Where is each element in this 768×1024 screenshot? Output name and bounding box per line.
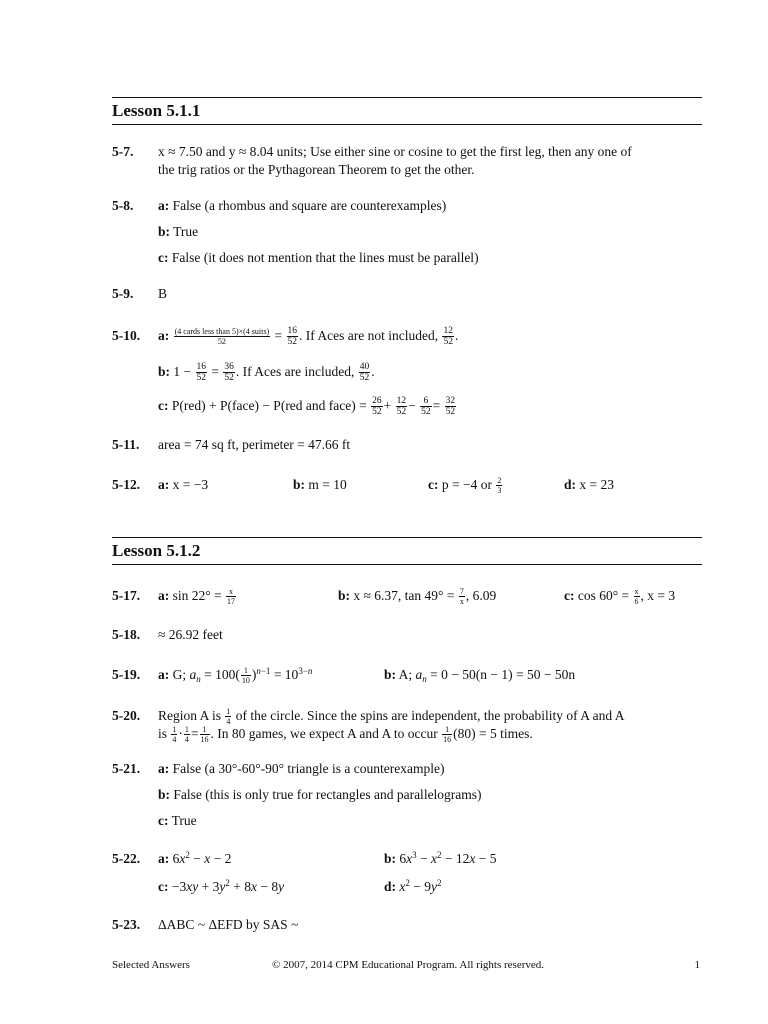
- answer: B: [158, 286, 168, 301]
- fraction: $\frac{x}{17}$: [227, 587, 236, 607]
- part-a: a: sin 22° = $\frac{x}{17}$: [158, 587, 236, 607]
- fraction: $\frac{1}{4}$: [172, 725, 177, 745]
- fraction: $\frac{1}{16}$: [443, 725, 452, 745]
- problem-number: 5-11.: [112, 437, 140, 452]
- fraction: $\frac{1}{4}$: [184, 725, 189, 745]
- part-d: d: $x^2 - 9y^2$: [384, 878, 442, 894]
- lesson-heading-5-1-1: [112, 97, 702, 125]
- fraction: $\frac{40}{52}$: [359, 362, 370, 384]
- lesson-title: Lesson 5.1.1: [112, 101, 201, 120]
- answer: area = 74 sq ft, perimeter = 47.66 ft: [158, 437, 351, 452]
- fraction: $\frac{\text{(4 cards less than 5)×(4 suits)}}{52}$: [174, 327, 270, 347]
- fraction: $\frac{16}{52}$: [287, 326, 297, 348]
- fraction: $\frac{32}{52}$: [445, 396, 456, 418]
- part-a: a: $6x^2 - x - 2$: [158, 850, 232, 866]
- answer: ΔABC ~ ΔEFD by SAS ~: [158, 917, 299, 932]
- fraction: $\frac{7}{x}$: [459, 587, 464, 607]
- problem-number: 5-12.: [112, 477, 141, 492]
- part-c: c: cos 60° = $\frac{x}{6}$ , x = 3: [564, 587, 676, 607]
- fraction: $\frac{2}{3}$: [497, 476, 502, 496]
- fraction: $\frac{1}{10}$: [241, 666, 250, 686]
- problem-number: 5-10.: [112, 328, 141, 343]
- answer: ≈ 26.92 feet: [158, 627, 223, 642]
- lesson-heading-5-1-2: [112, 537, 702, 565]
- part-b: b: $6x^3 - x^2 - 12x - 5$: [384, 850, 497, 866]
- fraction: $\frac{16}{52}$: [196, 362, 207, 384]
- footer-left: Selected Answers: [112, 959, 190, 971]
- footer-copyright: © 2007, 2014 CPM Educational Program. All rights reserved.: [272, 959, 545, 971]
- part-b: b: m = 10: [293, 477, 347, 492]
- part-b: b: x ≈ 6.37, tan 49° = $\frac{7}{x}$ , 6.09: [338, 587, 497, 607]
- fraction: $\frac{12}{52}$: [443, 326, 453, 348]
- fraction: $\frac{12}{52}$: [396, 396, 407, 418]
- problem-number: 5-23.: [112, 917, 141, 932]
- problem-number: 5-8.: [112, 198, 134, 213]
- part-c: c: p = −4 or $\frac{2}{3}$: [428, 476, 502, 496]
- problem-number: 5-20.: [112, 708, 141, 723]
- page: Lesson 5.1.1 5-7. x ≈ 7.50 and y ≈ 8.04 units; Use either sine or cosine to get the first leg, then any one of the trig ratios or the Pythagorean Theorem to get the other. 5-8. a: False (a rhombus and square are counterexamples) b: True c: False (it does not mention that the lines must be parallel) 5-9. B 5-10. a: $\frac{\text{(4 cards less than 5)×(4 suits)}}{52}$ = $\frac{16}{52}$ . If Aces are not included, $\frac{12}{52}$ . b: 1 − $\frac{16}{52}$ = $\frac{36}{52}$ . If Aces are included, $\frac{40}{52}$ . c: P(red) + P(face) − P(red and face) = $\frac{26}{52}$ + $\frac{12}{52}$ − $\frac{6}{52}$ = $\frac{32}{52}$ 5-11. area = 74 sq ft, perimeter = 47.66 ft 5-12. a: x = −3 b: m = 10 c: p = −4 or $\frac{2}{3}$ d: x = 23 Lesson 5.1.2 5-17. a: sin 22° = $\frac{x}{17}$ b: x ≈ 6.37, tan 49° = $\frac{7}{x}$ , 6.09 c: cos 60° = $\frac{x}{6}$ , x = 3 5-18. ≈ 26.92 feet 5-19. a: G; $a_n = 100$( $\frac{1}{10}$ )$^{n-1} = 10^{3-n}$ b: A; $a_n = 0 - 50(n - 1) = 50 - 50n$ 5-20. Region A is $\frac{1}{4}$ of the circle. Since the spins are independent, the probability of A and A is $\frac{1}{4}$ · $\frac{1}{4}$ = $\frac{1}{16}$ . In 80 games, we expect A and A to occur $\frac{1}{16}$ (80) = 5 times. 5-21. a: False (a 30°-60°-90° triangle is a counterexample) b: False (this is only true for rectangles and parallelograms) c: True 5-22. a: $6x^2 - x - 2$ b: $6x^3 - x^2 - 12x - 5$ c: $-3xy + 3y^2 + 8x - 8y$ d: $x^2 - 9y^2$ 5-23. ΔABC ~ ΔEFD by SAS ~ Selected Answers © 2007, 2014 CPM Educational Program. All rights reserved. 1: [112, 0, 702, 1024]
- part-b: b: A; $a_n = 0 - 50(n - 1) = 50 - 50n$: [384, 667, 576, 684]
- fraction: $\frac{1}{4}$: [226, 707, 231, 727]
- part-a: a: x = −3: [158, 477, 209, 492]
- problem-number: 5-19.: [112, 667, 141, 682]
- fraction: $\frac{36}{52}$: [224, 362, 234, 384]
- problem-number: 5-17.: [112, 588, 141, 603]
- fraction: $\frac{6}{52}$: [421, 396, 431, 418]
- part-c: c: $-3xy + 3y^2 + 8x - 8y$: [158, 878, 285, 894]
- problem-number: 5-21.: [112, 761, 141, 776]
- part-a: a: G; $a_n = 100$( $\frac{1}{10}$ )$^{n-1} = 10^{3-n}$: [158, 666, 313, 686]
- page-number: 1: [694, 959, 700, 971]
- lesson-title: Lesson 5.1.2: [112, 541, 201, 560]
- problem-number: 5-9.: [112, 286, 134, 301]
- answer-line: the trig ratios or the Pythagorean Theorem to get the other.: [158, 162, 475, 177]
- problem-number: 5-22.: [112, 851, 141, 866]
- answer-line: x ≈ 7.50 and y ≈ 8.04 units; Use either sine or cosine to get the first leg, then any one of: [158, 144, 632, 159]
- fraction: $\frac{1}{16}$: [200, 725, 209, 745]
- problem-number: 5-7.: [112, 144, 134, 159]
- fraction: $\frac{26}{52}$: [372, 396, 382, 418]
- part-a: a: False (a rhombus and square are counterexamples): [158, 198, 447, 213]
- fraction: $\frac{x}{6}$: [634, 587, 639, 607]
- part-d: d: x = 23: [564, 477, 615, 492]
- problem-number: 5-18.: [112, 627, 141, 642]
